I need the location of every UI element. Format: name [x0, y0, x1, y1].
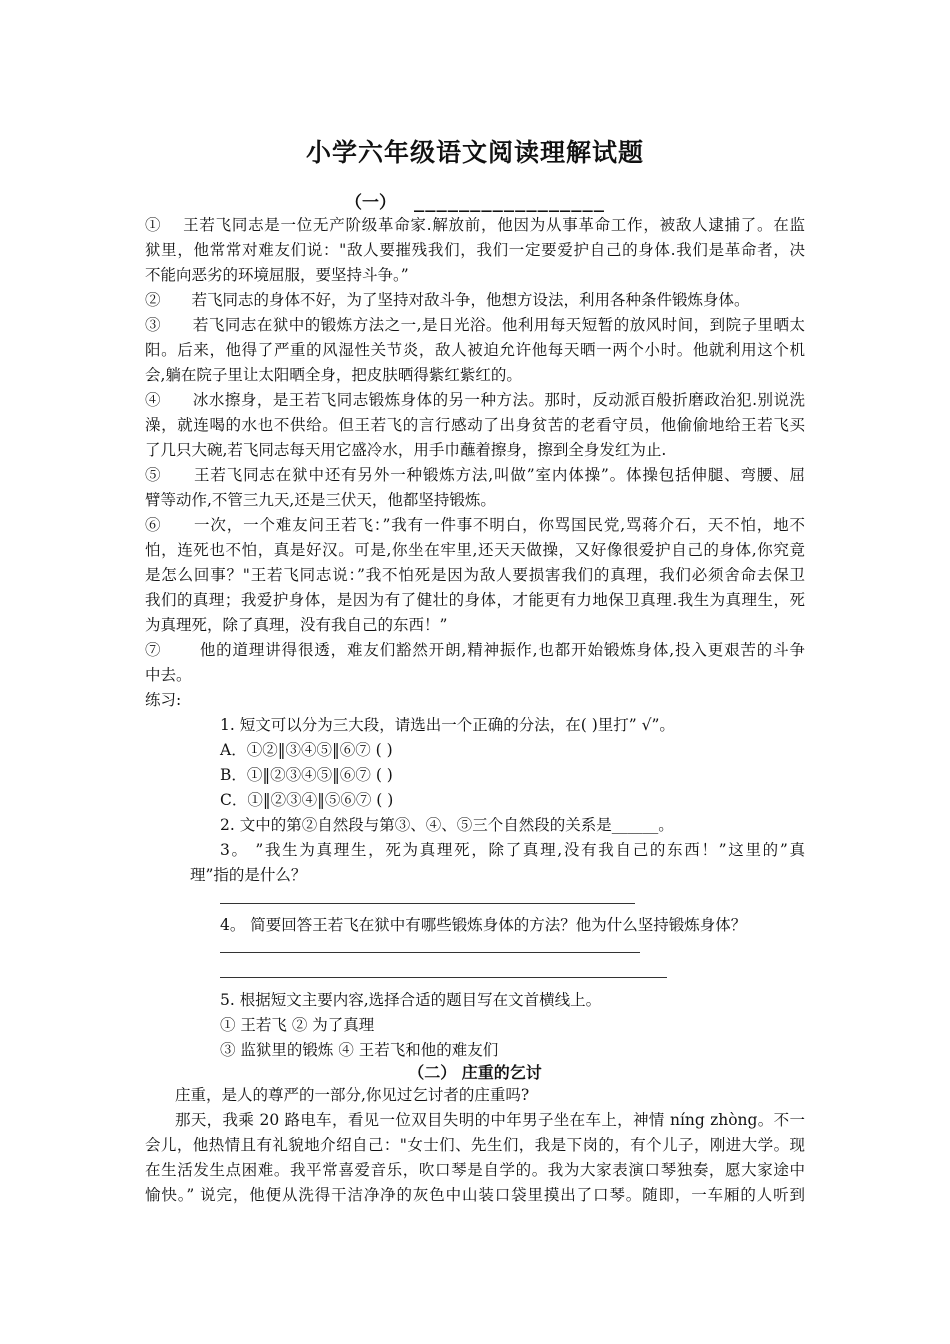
text-line: 我们的真理；我爱护身体，是因为有了健壮的身体，才能更有力地保卫真理.我生为真理生，死 — [145, 591, 805, 609]
question-4: 4。 简要回答王若飞在狱中有哪些锻炼身体的方法？他为什么坚持锻炼身体？ — [220, 916, 747, 934]
text-line: 是怎么回事？"王若飞同志说：”我不怕死是因为敌人要损害我们的真理，我们必须舍命去保卫 — [145, 566, 805, 584]
section-one-heading — [0, 188, 950, 213]
option-c: C．①‖②③④‖⑤⑥⑦ ( ) — [220, 791, 394, 809]
section-one-number: （一） — [345, 193, 396, 213]
text-line: 不能向恶劣的环境屈服，要坚持斗争。” — [145, 266, 409, 284]
option-a: A．①②‖③④⑤‖⑥⑦ ( ) — [220, 741, 393, 759]
text-line: ⑤ 王若飞同志在狱中还有另外一种锻炼方法,叫做”室内体操”。体操包括伸腿、弯腰、屈 — [145, 466, 805, 484]
text-line: 了几只大碗,若飞同志每天用它盛冷水，用手巾蘸着擦身，擦到全身发红为止. — [145, 441, 667, 459]
text-line: ⑥ 一次，一个难友问王若飞：”我有一件事不明白，你骂国民党,骂蒋介石，天不怕，地不 — [145, 516, 805, 534]
text-line: 澡，就连喝的水也不供给。但王若飞的言行感动了出身贫苦的老看守员，他偷偷地给王若飞买 — [145, 416, 805, 434]
answer-line — [220, 952, 640, 953]
text-line: 会,躺在院子里让太阳晒全身，把皮肤晒得紫红紫红的。 — [145, 366, 522, 384]
section-two-heading: （二） 庄重的乞讨 — [408, 1063, 542, 1082]
question-1: 1. 短文可以分为三大段，请选出一个正确的分法，在( )里打” √”。 — [220, 716, 675, 734]
text-line: 愉快。” 说完，他便从洗得干洁净净的灰色中山装口袋里摸出了口琴。随即，一车厢的人听到 — [145, 1186, 805, 1204]
text-line: ② 若飞同志的身体不好，为了坚持对敌斗争，他想方设法，利用各种条件锻炼身体。 — [145, 291, 750, 309]
question-2: 2. 文中的第②自然段与第③、④、⑤三个自然段的关系是______。 — [220, 816, 674, 834]
title-choice-1: ① 王若飞 ② 为了真理 — [220, 1016, 375, 1034]
answer-line — [220, 977, 667, 978]
text-line: 怕，连死也不怕，真是好汉。可是,你坐在牢里,还天天做操，又好像很爱护自己的身体,你究竟 — [145, 541, 805, 559]
text-line: 会儿，他热情且有礼貌地介绍自己："女士们、先生们，我是下岗的，有个儿子，刚进大学。现 — [145, 1136, 805, 1154]
exercise-label: 练习: — [145, 691, 182, 709]
text-line: 那天，我乘 20 路电车，看见一位双目失明的中年男子坐在车上，神情 níng zhòng。不一 — [175, 1111, 805, 1129]
title-choice-2: ③ 监狱里的锻炼 ④ 王若飞和他的难友们 — [220, 1041, 499, 1059]
text-line: 在生活发生点困难。我平常喜爱音乐，吹口琴是自学的。我为大家表演口琴独奏，愿大家途中 — [145, 1161, 805, 1179]
option-b: B．①‖②③④⑤‖⑥⑦ ( ) — [220, 766, 393, 784]
text-line: ③ 若飞同志在狱中的锻炼方法之一,是日光浴。他利用每天短暂的放风时间，到院子里晒太 — [145, 316, 805, 334]
text-line: 臂等动作,不管三九天,还是三伏天，他都坚持锻炼。 — [145, 491, 496, 509]
text-line: 狱里，他常常对难友们说："敌人要摧残我们，我们一定要爱护自己的身体.我们是革命者，决 — [145, 241, 805, 259]
page-title: 小学六年级语文阅读理解试题 — [305, 138, 644, 167]
text-line: 庄重，是人的尊严的一部分,你见过乞讨者的庄重吗? — [175, 1086, 530, 1104]
question-5: 5. 根据短文主要内容,选择合适的题目写在文首横线上。 — [220, 991, 602, 1009]
text-line: ④ 冰水擦身，是王若飞同志锻炼身体的另一种方法。那时，反动派百般折磨政治犯.别说洗 — [145, 391, 805, 409]
text-line: ① 王若飞同志是一位无产阶级革命家.解放前，他因为从事革命工作，被敌人逮捕了。在监 — [145, 216, 805, 234]
text-line: 中去。 — [145, 666, 192, 684]
question-3-cont: 理”指的是什么？ — [190, 866, 307, 884]
text-line: 为真理死，除了真理，没有我自己的东西！” — [145, 616, 448, 634]
question-3: 3。 ”我生为真理生，死为真理死，除了真理,没有我自己的东西！”这里的”真 — [220, 841, 805, 859]
answer-line — [220, 903, 635, 904]
title-blank-line: _________________ — [414, 193, 605, 213]
text-line: 阳。后来，他得了严重的风湿性关节炎，敌人被迫允许他每天晒一两个小时。他就利用这个机 — [145, 341, 805, 359]
text-line: ⑦ 他的道理讲得很透，难友们豁然开朗,精神振作,也都开始锻炼身体,投入更艰苦的斗争 — [145, 641, 805, 659]
